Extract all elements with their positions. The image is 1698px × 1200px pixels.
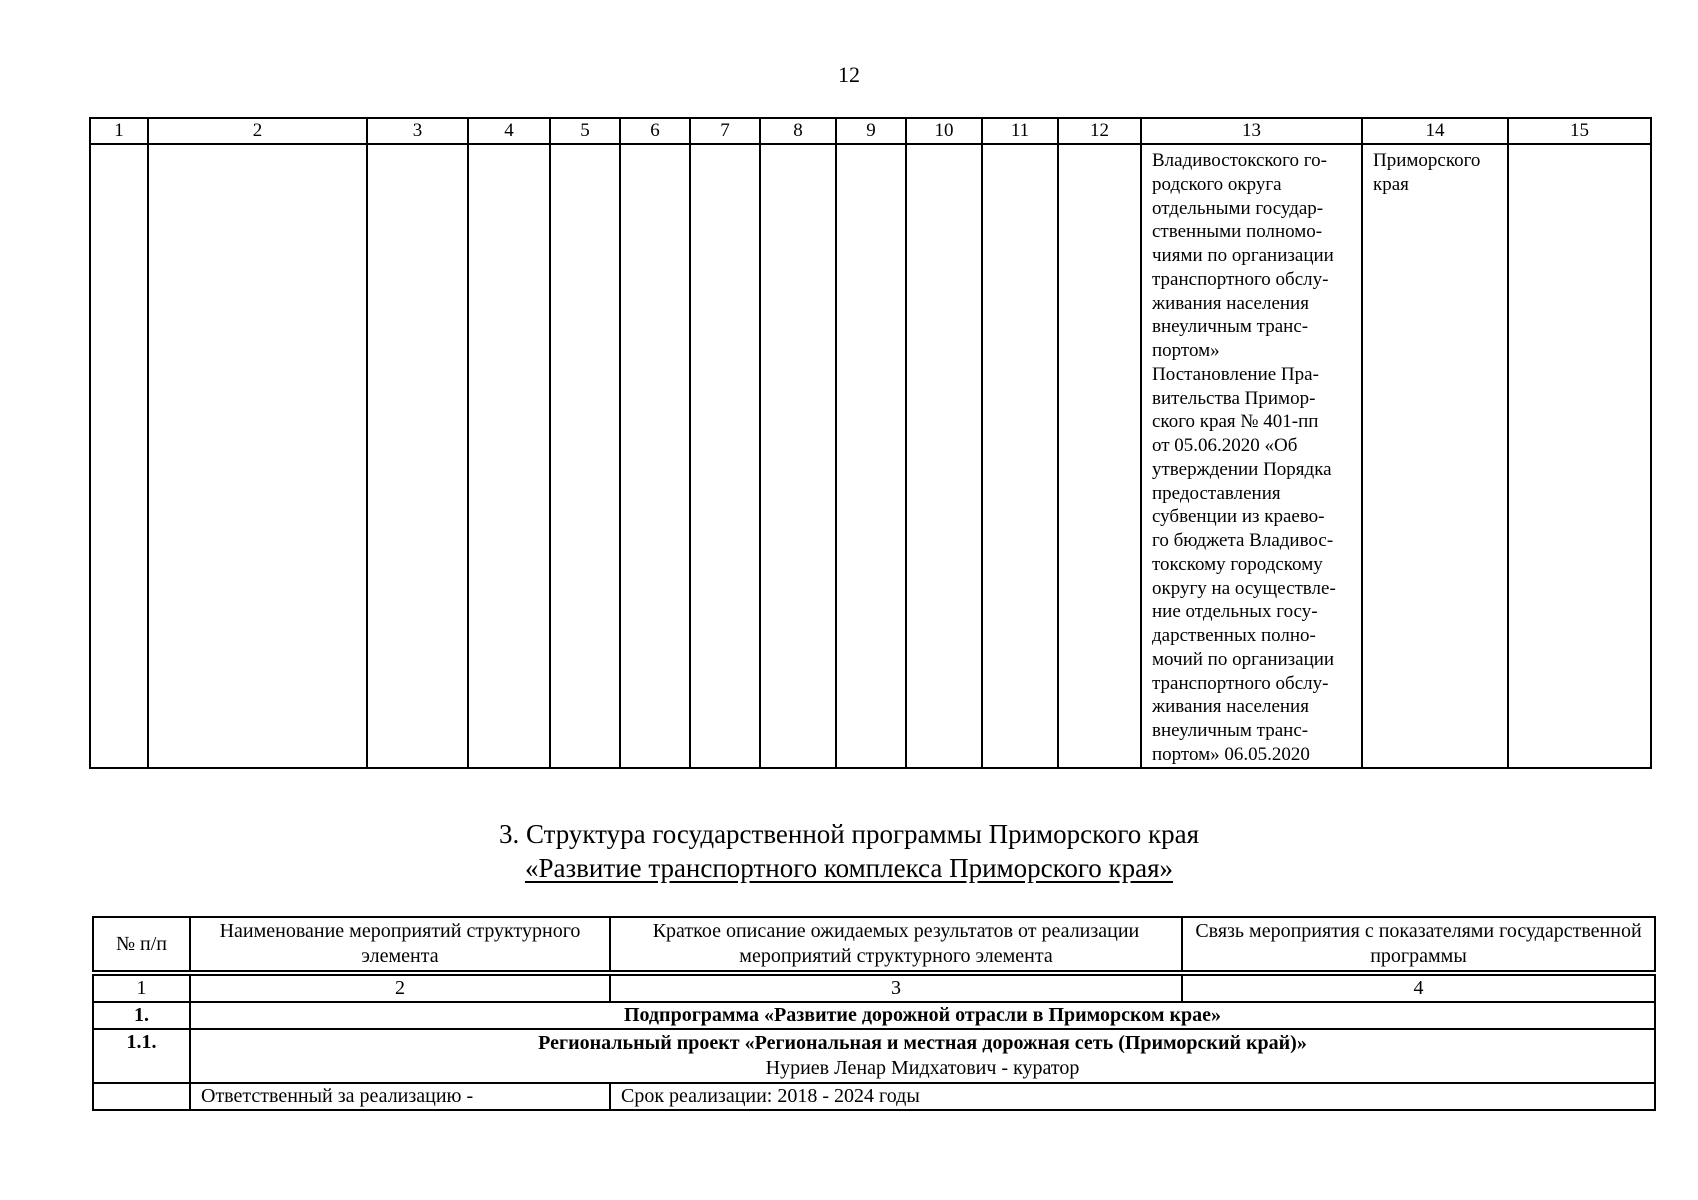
empty-cell (760, 144, 836, 768)
project-row (93, 1029, 1655, 1083)
continuation-table (89, 117, 1652, 769)
responsible-row (93, 1083, 1655, 1110)
column-number: 6 (620, 118, 690, 144)
column-number-row (90, 118, 1651, 144)
section-subtitle: «Развитие транспортного комплекса Приморского края» (524, 853, 1174, 883)
project-cell (190, 1029, 1655, 1083)
project-title: Региональный проект «Региональная и местная дорожная сеть (Приморский край)» (538, 1032, 1307, 1054)
project-curator: Нуриев Ленар Мидхатович - куратор (765, 1057, 1080, 1079)
empty-cell (148, 144, 367, 768)
column-number: 12 (1058, 118, 1141, 144)
structure-column-number-row (93, 975, 1655, 1002)
column-number: 4 (1182, 975, 1655, 1002)
subprogram-row (93, 1002, 1655, 1029)
column-number: 13 (1141, 118, 1362, 144)
column-number: 4 (468, 118, 550, 144)
region-cell (1362, 144, 1508, 768)
subprogram-title: Подпрограмма «Развитие дорожной отрасли в Приморском крае» (190, 1002, 1655, 1029)
column-number: 15 (1508, 118, 1651, 144)
empty-cell (90, 144, 148, 768)
column-number: 5 (550, 118, 620, 144)
column-number: 1 (93, 975, 190, 1002)
section-subtitle-wrap (0, 852, 1698, 885)
row-number: 1.1. (93, 1029, 190, 1083)
empty-cell (468, 144, 550, 768)
empty-cell (906, 144, 982, 768)
empty-cell (836, 144, 906, 768)
column-number: 8 (760, 118, 836, 144)
empty-cell (367, 144, 468, 768)
section-title: 3. Структура государственной программы Приморского края (498, 819, 1200, 849)
empty-cell (93, 1083, 190, 1110)
row-number: 1. (93, 1002, 190, 1029)
structure-table (92, 916, 1656, 1111)
empty-cell (620, 144, 690, 768)
column-number: 7 (690, 118, 760, 144)
responsible-label: Ответственный за реализацию - (190, 1083, 610, 1110)
header-number: № п/п (93, 917, 190, 971)
regulation-text: Владивостокского го- родского округа отдельными государ- ственными полномо- чиями по организации транспортного обслу- живания населения внеуличным транс- портом» Постановление Пра- вительства Примор- ского края № 401-пп от 05.06.2020 «Об утверждении Порядка предоставления субвенции из краево- го бюджета Владивос- токскому городскому округу на осуществле- ние отдельных госу- дарственных полно- мочий по организации транспортного обслу- живания населения внеуличным транс- портом» 06.05.2020 (1152, 150, 1336, 765)
column-number: 3 (367, 118, 468, 144)
column-number: 9 (836, 118, 906, 144)
column-number: 11 (982, 118, 1058, 144)
empty-cell (690, 144, 760, 768)
column-number: 3 (610, 975, 1182, 1002)
header-expected-results: Краткое описание ожидаемых результатов от реализации мероприятий структурного элемента (610, 917, 1182, 971)
regulation-cell (1141, 144, 1362, 768)
header-activity-name: Наименование мероприятий структурного элемента (190, 917, 610, 971)
structure-header-row (93, 917, 1655, 971)
column-number: 1 (90, 118, 148, 144)
column-number: 14 (1362, 118, 1508, 144)
empty-cell (550, 144, 620, 768)
implementation-term: Срок реализации: 2018 - 2024 годы (610, 1083, 1655, 1110)
empty-cell (1058, 144, 1141, 768)
header-indicators-link: Связь мероприятия с показателями государственной программы (1182, 917, 1655, 971)
column-number: 2 (190, 975, 610, 1002)
continuation-row (90, 144, 1651, 768)
page-number: 12 (838, 62, 860, 87)
column-number: 10 (906, 118, 982, 144)
column-number: 2 (148, 118, 367, 144)
empty-cell (1508, 144, 1651, 768)
region-text: Приморского края (1373, 150, 1481, 195)
empty-cell (982, 144, 1058, 768)
